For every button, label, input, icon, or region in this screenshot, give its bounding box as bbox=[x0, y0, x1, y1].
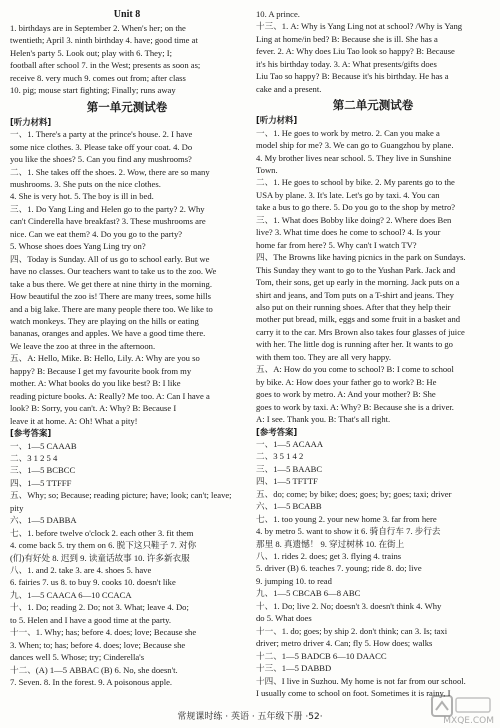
text-line: mushrooms. 3. She puts on the nice clothes. bbox=[10, 178, 161, 189]
text-line: with her. The little dog is running after her. It wants to go bbox=[256, 339, 453, 350]
text-line: 七、1. too young 2. your new home 3. far from here bbox=[256, 513, 437, 524]
text-line: model ship for me? 3. We can go to Guangzhou by plane. bbox=[256, 140, 454, 151]
text-line: 四、1—5 TFTTF bbox=[256, 476, 318, 487]
text-line: can't Cinderella have breakfast? 3. These mushrooms are bbox=[10, 216, 206, 227]
text-line: with them too. They are all very happy. bbox=[256, 351, 392, 362]
text-line: nice. Can we eat them? 4. Do you go to the party? bbox=[10, 228, 183, 239]
text-line: Helen's party 5. Look out; play with 6. They; I; bbox=[10, 47, 173, 58]
text-line: 五、A: Hello, Mike. B: Hello, Lily. A: Why are you so bbox=[10, 353, 200, 364]
section-tag: [听力材料] bbox=[256, 115, 298, 126]
text-line: leave it at home. A: Oh! What a pity! bbox=[10, 415, 138, 426]
text-line: 三、1. What does Bobby like doing? 2. Where does Ben bbox=[256, 214, 452, 225]
text-line: goes to work by taxi. A: Why? B: Because she is a driver. bbox=[256, 401, 454, 412]
text-line: 一、1—5 CAAAB bbox=[10, 440, 77, 451]
text-line: Liu Tao so happy? B: Because it's his birthday. He has a bbox=[256, 71, 449, 82]
text-line: 一、1. There's a party at the prince's house. 2. I have bbox=[10, 129, 193, 140]
text-line: 3. When; to; has; before 4. does; love; Because she bbox=[10, 639, 186, 650]
text-line: shirt and jeans, and Tom puts on a T-shirt and jeans. They bbox=[256, 289, 454, 300]
text-line: pity bbox=[10, 502, 24, 513]
text-line: 十、1. Do; live 2. No; doesn't 3. doesn't think 4. Why bbox=[256, 600, 442, 611]
text-line: We leave the zoo at three in the afternoon. bbox=[10, 340, 156, 351]
text-line: 四、The Browns like having picnics in the park on Sundays. bbox=[256, 252, 466, 263]
footer-title: 常规课时练 · 英语 · 五年级下册 bbox=[177, 712, 303, 722]
text-line: 四、Today is Sunday. All of us go to school early. But we bbox=[10, 253, 210, 264]
text-line: take a bus to go there. 5. Do you go to the shop by metro? bbox=[256, 202, 456, 213]
text-line: cake and a present. bbox=[256, 83, 322, 94]
text-line: 十一、1. do; goes; by ship 2. don't think; can 3. Is; taxi bbox=[256, 625, 448, 636]
text-line: (们)有好处 8. 迟到 9. 读童话故事 10. 许多新衣服 bbox=[10, 552, 190, 563]
text-line: and a big lake. There are many people there too. We like to bbox=[10, 303, 213, 314]
columns bbox=[10, 8, 490, 699]
text-line: 5. Whose shoes does Yang Ling try on? bbox=[10, 241, 146, 252]
section-heading: 第二单元测试卷 bbox=[332, 98, 414, 113]
page-number: ·52· bbox=[305, 712, 323, 722]
text-line: 十三、1—5 DABBD bbox=[256, 663, 332, 674]
text-line: 5. driver (B) 6. teaches 7. young; ride 8. do; live bbox=[256, 563, 422, 574]
text-line: 9. jumping 10. to read bbox=[256, 575, 332, 586]
text-line: 三、1. Do Yang Ling and Helen go to the party? 2. Why bbox=[10, 203, 205, 214]
text-line: 五、do; come; by bike; does; goes; by; goes; taxi; driver bbox=[256, 488, 452, 499]
text-line: 十一、1. Why; has; before 4. does; love; Because she bbox=[10, 627, 197, 638]
text-line: 那里 8. 真遗憾！ 9. 穿过树林 10. 在街上 bbox=[256, 538, 405, 549]
text-line: football after school 7. in the West; presents as soon as; bbox=[10, 60, 201, 71]
unit-heading: Unit 8 bbox=[113, 9, 141, 20]
text-line: happy? B: Because I get my favourite book from my bbox=[10, 365, 192, 376]
text-line: mother put bread, milk, eggs and some fruit in a basket and bbox=[256, 314, 461, 325]
text-line: Tom, their sons, get up early in the morning. Jack puts on a bbox=[256, 277, 460, 288]
text-line: I usually come to school on foot. Sometimes it is rainy, I bbox=[256, 688, 451, 699]
text-line: 10. A prince. bbox=[256, 9, 300, 19]
text-line: 6. fairies 7. us 8. to buy 9. cooks 10. doesn't like bbox=[10, 577, 176, 588]
right-column bbox=[256, 8, 490, 699]
text-line: This Sunday they want to go to the Yushan Park. Jack and bbox=[256, 264, 456, 275]
text-line: 三、1—5 BAABC bbox=[256, 463, 323, 474]
text-line: carry it to the car. Mrs Brown also takes four glasses of juice bbox=[256, 326, 465, 337]
text-line: dances well 5. Whose; try; Cinderella's bbox=[10, 652, 145, 663]
text-line: also put on their running shoes. After that they help their bbox=[256, 301, 451, 312]
text-line: How beautiful the zoo is! There are many trees, some hills bbox=[10, 291, 212, 302]
text-line: take a bus there. We get there at nine thirty in the morning. bbox=[10, 278, 212, 289]
text-line: look? B: Sorry, you can't. A: Why? B: Because I bbox=[10, 403, 177, 414]
text-line: 一、1—5 ACAAA bbox=[256, 438, 324, 449]
text-line: 十二、1—5 BADCB 6—10 DAACC bbox=[256, 650, 387, 661]
text-line: 一、1. He goes to work by metro. 2. Can you make a bbox=[256, 127, 440, 138]
text-line: 五、A: How do you come to school? B: I come to school bbox=[256, 364, 454, 375]
text-line: reading picture books. A: Really? Me too. A: Can I have a bbox=[10, 390, 210, 401]
text-line: 十四、I live in Suzhou. My home is not far from our school. bbox=[256, 675, 466, 686]
text-line: 九、1—5 CBCAB 6—8 ABC bbox=[256, 588, 361, 599]
text-line: driver; metro driver 4. Can; fly 5. How does; walks bbox=[256, 638, 433, 649]
text-line: by bike. A: How does your father go to work? B: He bbox=[256, 376, 437, 387]
text-line: some nice clothes. 3. Please take off your coat. 4. Do bbox=[10, 141, 193, 152]
text-line: 十三、1. A: Why is Yang Ling not at school? /Why is Yang bbox=[256, 21, 463, 32]
text-line: goes to work by metro. A: And your mother? B: She bbox=[256, 389, 436, 400]
watermark-text: MXQE.COM bbox=[443, 716, 494, 726]
text-line: it's his birthday today. 3. A: What presents/gifts does bbox=[256, 58, 437, 69]
text-line: 八、1. and 2. take 3. are 4. shoes 5. have bbox=[10, 565, 152, 576]
text-line: mother. A: What books do you like best? B: I like bbox=[10, 378, 181, 389]
text-line: fever. 2. A: Why does Liu Tao look so happy? B: Because bbox=[256, 46, 455, 57]
text-line: 八、1. rides 2. does; get 3. flying 4. trains bbox=[256, 551, 402, 562]
text-line: 六、1—5 BCABB bbox=[256, 501, 322, 512]
text-line: home far from here? 5. Why can't I watch TV? bbox=[256, 239, 417, 250]
text-line: 六、1—5 DABBA bbox=[10, 515, 77, 526]
text-line: Ling at home/in bed? B: Because she is ill. She has a bbox=[256, 33, 438, 44]
text-line: 二、1. He goes to school by bike. 2. My parents go to the bbox=[256, 177, 455, 188]
text-line: 4. She is very hot. 5. The boy is ill in bed. bbox=[10, 191, 154, 202]
text-line: bananas, oranges and apples. We have a good time there. bbox=[10, 328, 206, 339]
text-line: 三、1—5 BCBCC bbox=[10, 465, 76, 476]
text-line: 七、1. before twelve o'clock 2. each other 3. fit them bbox=[10, 527, 194, 538]
page-footer bbox=[0, 709, 500, 722]
text-line: twentieth; April 3. ninth birthday 4. have; good time at bbox=[10, 35, 198, 46]
section-tag: [听力材料] bbox=[10, 116, 52, 127]
text-line: 10. pig; mouse start fighting; Finally; runs away bbox=[10, 85, 176, 96]
left-column bbox=[10, 8, 244, 699]
section-tag: [参考答案] bbox=[10, 428, 52, 439]
text-line: 四、1—5 TTFFF bbox=[10, 477, 72, 488]
section-heading: 第一单元测试卷 bbox=[86, 99, 168, 114]
text-line: 7. Seven. 8. In the forest. 9. A poisonous apple. bbox=[10, 677, 173, 688]
text-line: 1. birthdays are in September 2. When's her; on the bbox=[10, 23, 186, 33]
text-line: 4. by metro 5. want to show it 6. 骑自行车 7. 步行去 bbox=[256, 526, 441, 537]
text-line: live? 3. What time does he come to school? 4. Is your bbox=[256, 227, 441, 238]
text-line: you like the shoes? 5. Can you find any mushrooms? bbox=[10, 154, 192, 165]
text-line: 二、1. She takes off the shoes. 2. Wow, there are so many bbox=[10, 166, 210, 177]
text-line: have no classes. Our teachers want to take us to the zoo. We bbox=[10, 266, 217, 277]
section-tag: [参考答案] bbox=[256, 426, 298, 437]
text-line: 十二、(A) 1—5 ABBAC (B) 6. No, she doesn't. bbox=[10, 664, 178, 675]
text-line: 九、1—5 CAACA 6—10 CCACA bbox=[10, 589, 132, 600]
text-line: do 5. What does bbox=[256, 613, 312, 624]
text-line: USA by plane. 3. It's late. Let's go by taxi. 4. You can bbox=[256, 189, 440, 200]
text-line: 4. My brother lives near school. 5. They live in Sunshine bbox=[256, 152, 452, 163]
text-line: A: I see. Thank you. B: That's all right. bbox=[256, 414, 391, 425]
text-line: 二、3 5 1 4 2 bbox=[256, 451, 304, 462]
text-line: to 5. Helen and I have a good time at the party. bbox=[10, 614, 171, 625]
text-line: 十、1. Do; reading 2. Do; not 3. What; leave 4. Do; bbox=[10, 602, 189, 613]
text-line: receive 8. very much 9. comes out from; after class bbox=[10, 72, 186, 83]
text-line: Town. bbox=[256, 164, 278, 175]
text-line: 4. come back 5. try them on 6. 脱下这只鞋子 7. 对你 bbox=[10, 540, 197, 551]
text-line: 二、3 1 2 5 4 bbox=[10, 452, 58, 463]
text-line: watch monkeys. They are playing on the hills or eating bbox=[10, 315, 199, 326]
text-line: 五、Why; so; Because; reading picture; have; look; can't; leave; bbox=[10, 490, 232, 501]
